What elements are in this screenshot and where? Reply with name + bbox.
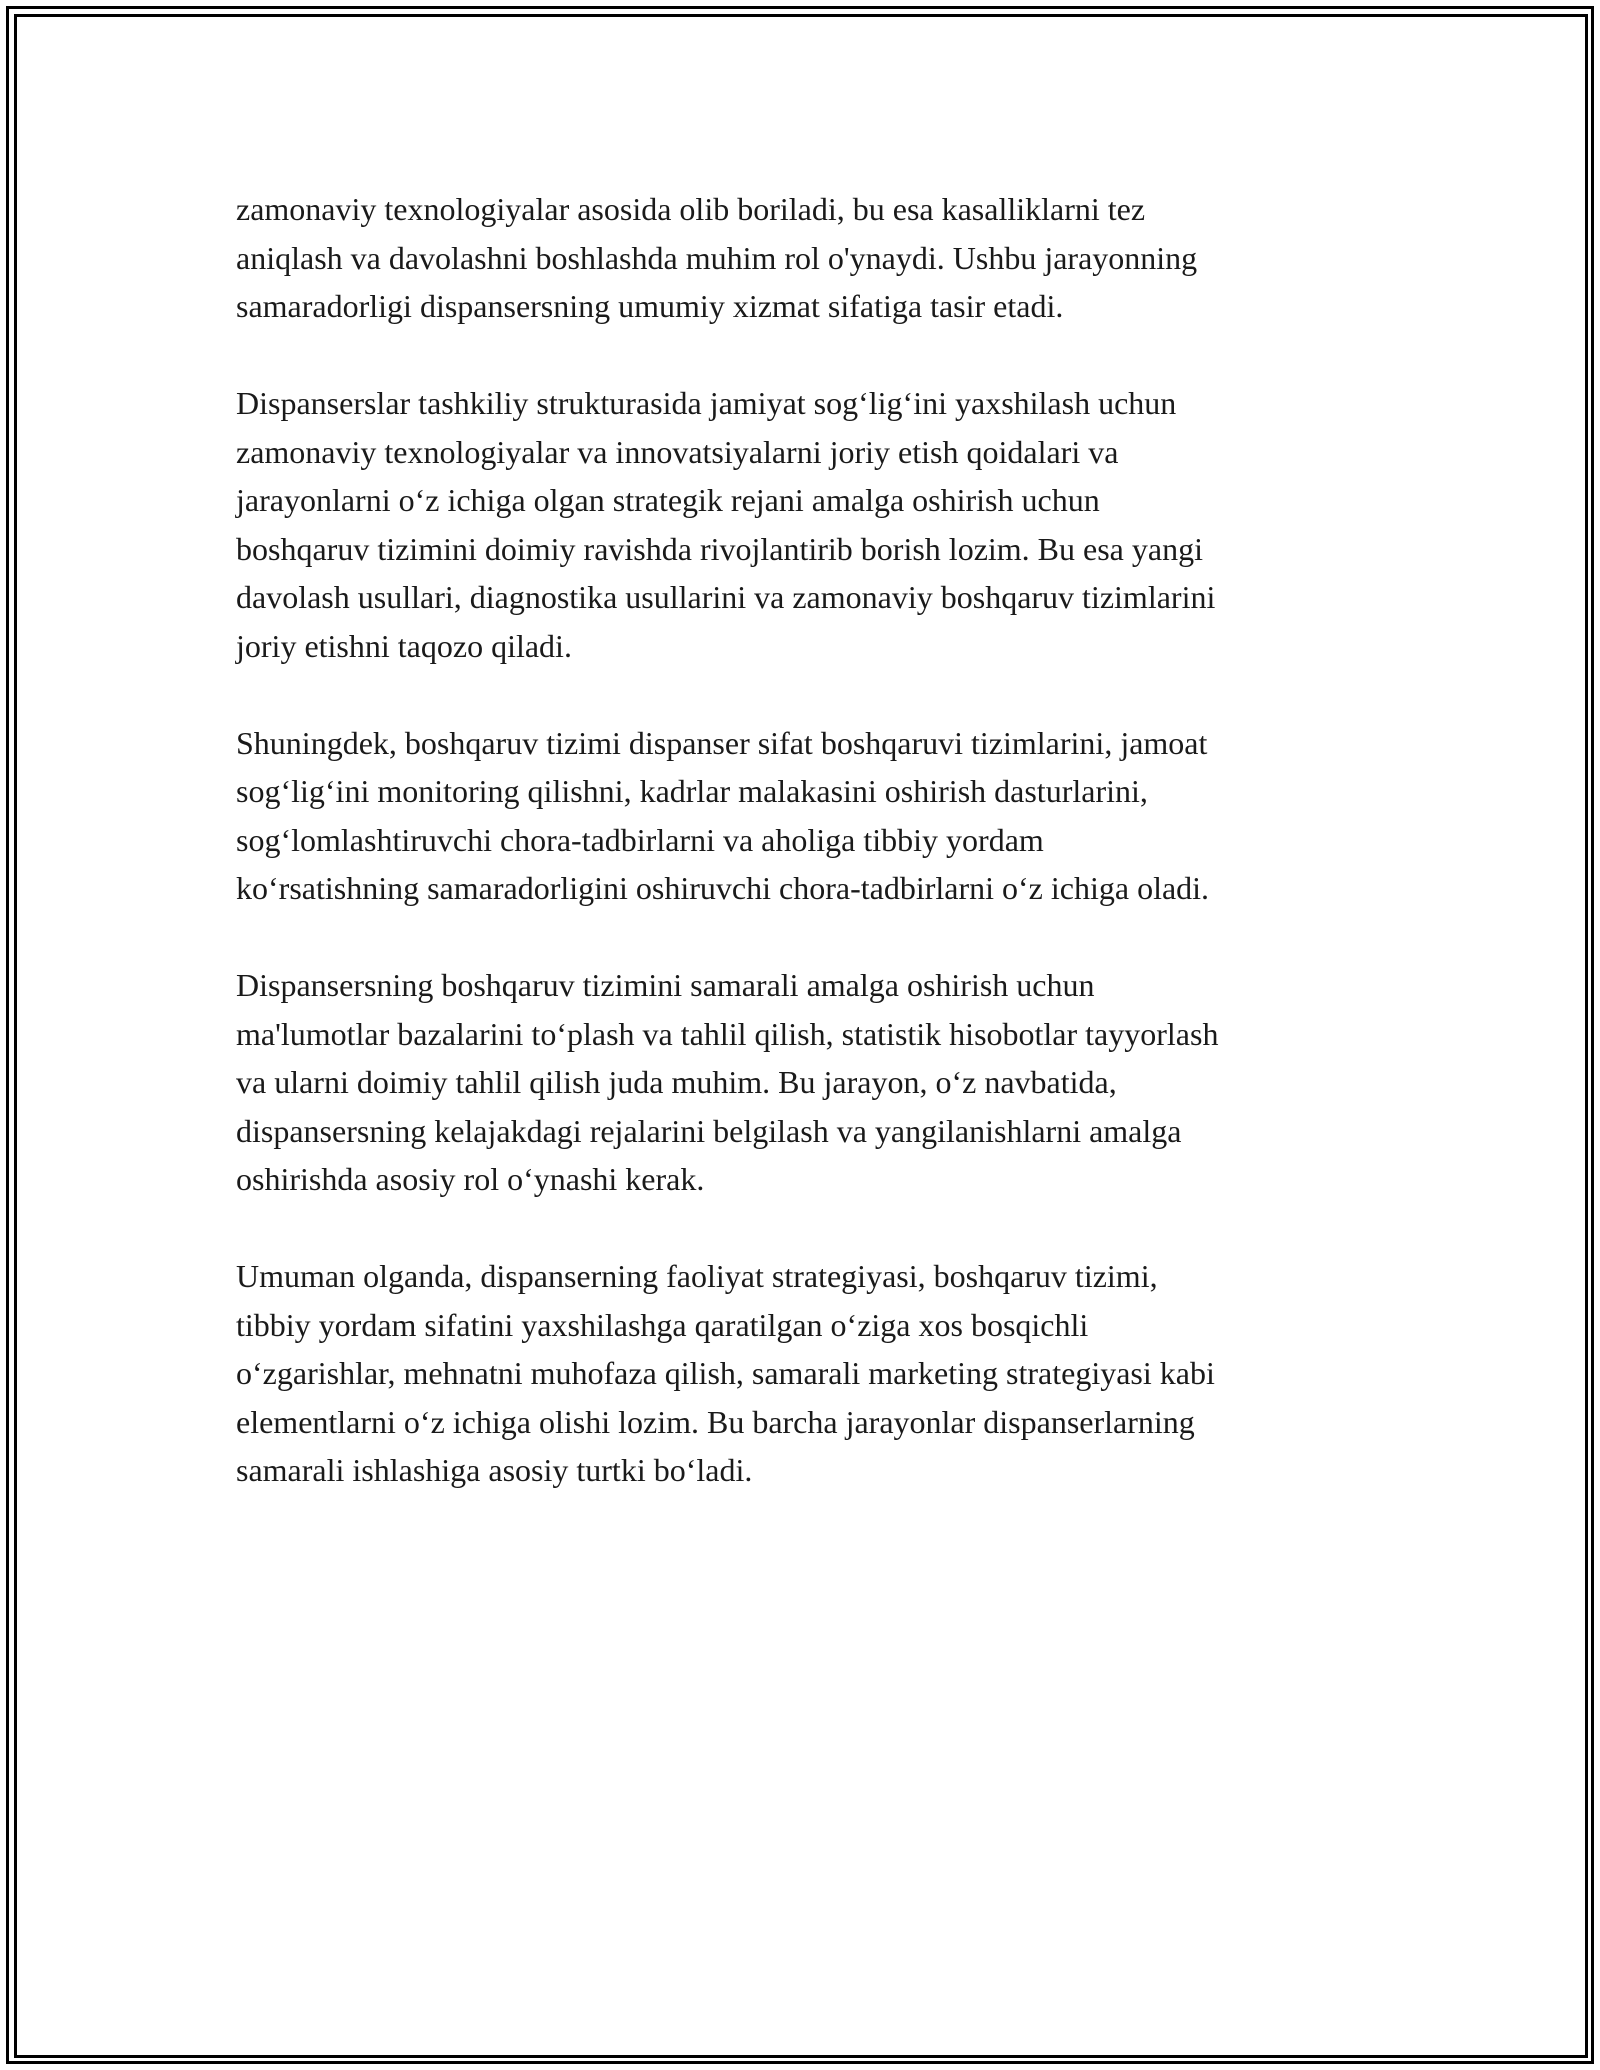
text-line: samaradorligi dispansersning umumiy xizmat sifatiga tasir etadi. xyxy=(236,288,1064,324)
text-line: sog‘lomlashtiruvchi chora-tadbirlarni va aholiga tibbiy yordam xyxy=(236,821,1044,858)
text-line: Dispansersning boshqaruv tizimini samarali amalga oshirish uchun xyxy=(236,967,1095,1003)
text-line: ko‘rsatishning samaradorligini oshiruvchi chora-tadbirlarni o‘z ichiga oladi. xyxy=(236,870,1210,906)
text-line: elementlarni o‘z ichiga olishi lozim. Bu barcha jarayonlar dispanserlarning xyxy=(236,1403,1195,1440)
text-line: tibbiy yordam sifatini yaxshilashga qaratilgan o‘ziga xos bosqichli xyxy=(236,1306,1089,1343)
paragraph-3 xyxy=(236,719,1386,913)
text-line: Umuman olganda, dispanserning faoliyat strategiyasi, boshqaruv tizimi, xyxy=(236,1258,1158,1294)
paragraph-5 xyxy=(236,1252,1386,1495)
text-line: Dispanserslar tashkiliy strukturasida jamiyat sog‘lig‘ini yaxshilash uchun xyxy=(236,385,1177,421)
text-line: joriy etishni taqozo qiladi. xyxy=(236,627,572,664)
text-line: dispansersning kelajakdagi rejalarini belgilash va yangilanishlarni amalga xyxy=(236,1112,1182,1149)
text-line: sog‘lig‘ini monitoring qilishni, kadrlar malakasini oshirish dasturlarini, xyxy=(236,773,1148,809)
paragraph-2 xyxy=(236,379,1386,670)
text-line: zamonaviy texnologiyalar va innovatsiyalarni joriy etish qoidalari va xyxy=(236,433,1119,470)
text-line: ma'lumotlar bazalarini to‘plash va tahlil qilish, statistik hisobotlar tayyorlash xyxy=(236,1015,1219,1052)
paragraph-1 xyxy=(236,185,1386,331)
paragraph-4 xyxy=(236,961,1386,1204)
text-line: va ularni doimiy tahlil qilish juda muhim. Bu jarayon, o‘z navbatida, xyxy=(236,1064,1117,1100)
text-line: zamonaviy texnologiyalar asosida olib boriladi, bu esa kasalliklarni tez xyxy=(236,191,1146,227)
text-line: jarayonlarni o‘z ichiga olgan strategik rejani amalga oshirish uchun xyxy=(236,482,1100,518)
document-body xyxy=(236,185,1386,1543)
text-line: Shuningdek, boshqaruv tizimi dispanser sifat boshqaruvi tizimlarini, jamoat xyxy=(236,724,1208,761)
text-line: boshqaruv tizimini doimiy ravishda rivojlantirib borish lozim. Bu esa yangi xyxy=(236,530,1203,567)
text-line: samarali ishlashiga asosiy turtki bo‘ladi. xyxy=(236,1452,753,1488)
text-line: davolash usullari, diagnostika usullarini va zamonaviy boshqaruv tizimlarini xyxy=(236,579,1216,615)
text-line: oshirishda asosiy rol o‘ynashi kerak. xyxy=(236,1161,705,1197)
text-line: aniqlash va davolashni boshlashda muhim rol o'ynaydi. Ushbu jarayonning xyxy=(236,239,1198,276)
text-line: o‘zgarishlar, mehnatni muhofaza qilish, samarali marketing strategiyasi kabi xyxy=(236,1355,1215,1391)
